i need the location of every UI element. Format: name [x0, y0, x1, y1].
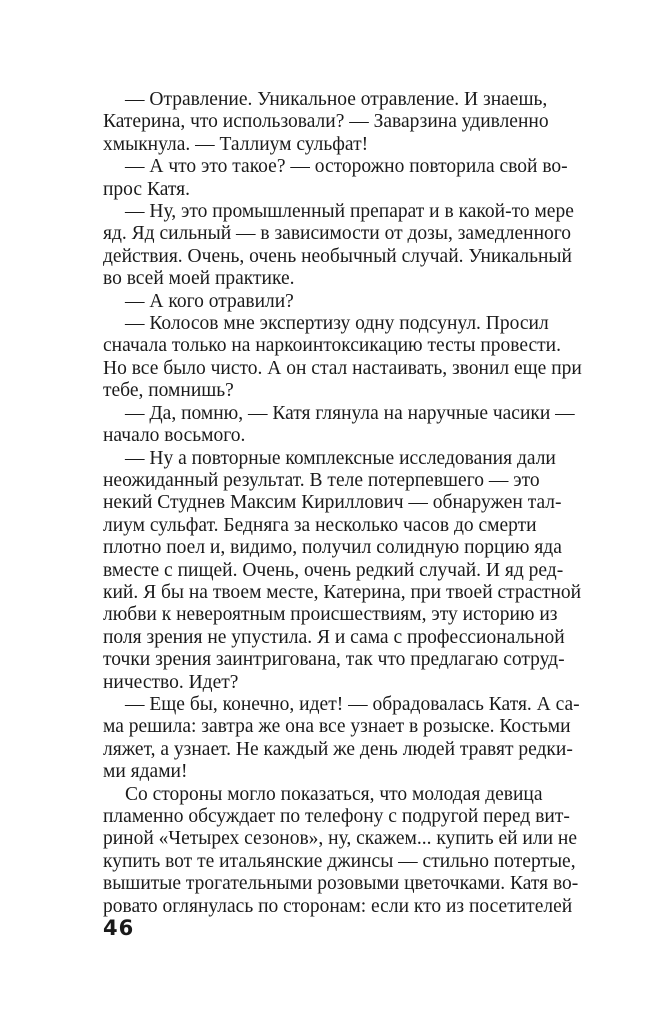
- paragraph: — Отравление. Уникальное отравление. И знаешь, Катерина, что использовали? — Заварзина удивленно хмыкнула. — Таллиум сульфат!: [103, 89, 549, 155]
- paragraph: Со стороны могло показаться, что молодая девица пламенно обсуждает по телефону с подругой перед вит- риной «Четырех сезонов», ну, скажем... купить ей или не купить вот те итальянские джинсы — стильно потертые, вышитые трогательными розовыми цветочками. Катя во- ровато оглянулась по сторонам: если кто из посетителей: [103, 783, 579, 917]
- paragraph: — А кого отравили?: [125, 290, 294, 312]
- paragraph: — Колосов мне экспертизу одну подсунул. Просил сначала только на наркоинтоксикацию тесты провести. Но все было чисто. А он стал настаивать, звонил еще при тебе, помнишь?: [103, 313, 582, 402]
- paragraph: — Да, помню, — Катя глянула на наручные часики — начало восьмого.: [103, 402, 575, 447]
- paragraph: — Ну а повторные комплексные исследования дали неожиданный результат. В теле потерпевшего — это некий Студнев Максим Кириллович — обнаружен тал- лиум сульфат. Бедняга за несколько часов до смерти плотно поел и, видимо, получил солидную порцию яда вместе с пищей. Очень, очень редкий случай. И яд ред- кий. Я бы на твоем месте, Катерина, при твоей страстной любви к невероятным происшествиям, эту историю из поля зрения не упустила. Я и сама с профессиональной точки зрения заинтригована, так что предлагаю сотруд- ничество. Идет?: [103, 447, 582, 693]
- body-text: [103, 89, 597, 918]
- paragraph: — Еще бы, конечно, идет! — обрадовалась Катя. А са- ма решила: завтра же она все узнает в розыске. Костьми ляжет, а узнает. Не каждый же день людей травят редки- ми ядами!: [103, 693, 580, 783]
- paragraph: — Ну, это промышленный препарат и в какой-то мере яд. Яд сильный — в зависимости от дозы, замедленного действия. Очень, очень необычный случай. Уникальный во всей моей практике.: [103, 201, 574, 290]
- page-number: 46: [103, 916, 135, 940]
- paragraph: — А что это такое? — осторожно повторила свой во- прос Катя.: [103, 156, 568, 200]
